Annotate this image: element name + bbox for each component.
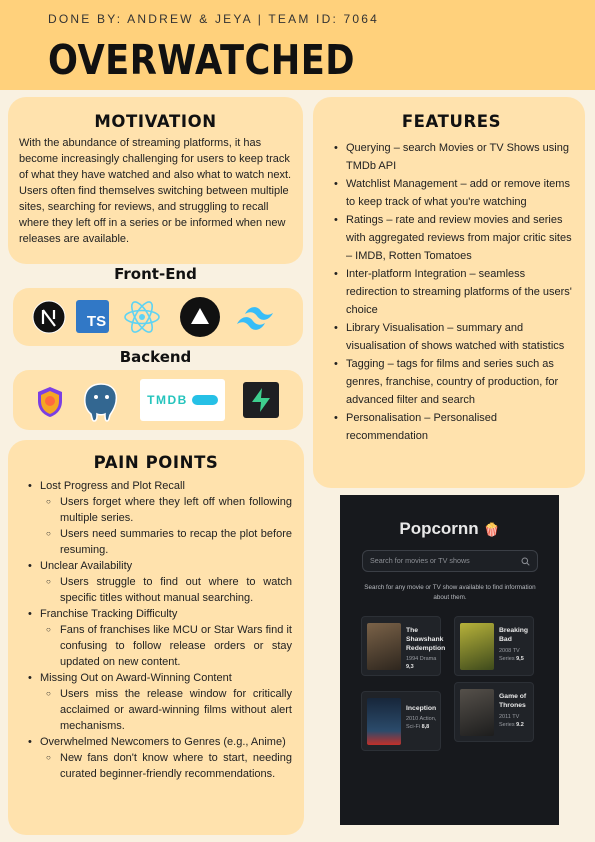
result-kind: TV Series (499, 648, 520, 662)
supabase-icon (243, 382, 279, 418)
list-item: • Watchlist Management – add or remove items to keep track of what you're watching (328, 175, 575, 211)
sub-list-item: ○ Users need summaries to recap the plot before resuming. (40, 526, 292, 558)
result-kind: Action, Sci-Fi (406, 716, 437, 730)
page-title: OVERWATCHED (48, 36, 355, 84)
list-item: • Tagging – tags for films and series such as genres, franchise, country of production, for advanced filter and search (328, 355, 575, 409)
list-item (20, 670, 292, 734)
pain-point-label: Franchise Tracking Difficulty (40, 608, 178, 620)
poster-image (367, 698, 401, 745)
pain-point-label: Unclear Availability (40, 560, 133, 572)
list-item (20, 558, 292, 606)
pain-points-card (8, 440, 304, 835)
result-card[interactable] (361, 616, 446, 676)
frontend-label: Front-End (114, 265, 197, 283)
sub-list-item: ○ New fans don't know where to start, needing curated beginner-friendly recommendations. (40, 750, 292, 782)
backend-label: Backend (119, 348, 192, 366)
motivation-text: With the abundance of streaming platforms, it has become increasingly challenging for users to keep track of what they have watched and also what to watch next. Users often find themselves switching between multiple sites, searching for reviews, and struggling to recall where they left off in a series or be informed when new releases are available. (19, 137, 292, 245)
search-placeholder: Search for movies or TV shows (370, 556, 470, 565)
backend-logo-row (13, 370, 303, 430)
result-meta (406, 655, 442, 671)
result-card[interactable] (454, 682, 534, 742)
popcorn-icon: 🍿 (483, 522, 500, 537)
result-title: Breaking Bad (499, 627, 529, 643)
search-hint: Search for any movie or TV show available to find information about them. (364, 584, 536, 601)
app-screenshot (340, 495, 559, 825)
nextjs-icon (32, 300, 66, 334)
frontend-logo-row (13, 288, 303, 346)
search-icon[interactable] (521, 557, 530, 566)
list-item (20, 478, 292, 558)
result-score: 9,3 (406, 664, 414, 670)
app-title (340, 519, 559, 539)
result-score: 8,8 (421, 724, 430, 730)
result-year: 2010 (406, 716, 419, 722)
result-score: 9.2 (516, 722, 524, 728)
features-heading: FEATURES (401, 112, 502, 131)
sub-list-item: ○ Fans of franchises like MCU or Star Wars find it confusing to follow release orders or stay updated on new content. (40, 622, 292, 670)
result-title: Inception (406, 705, 437, 712)
result-meta (499, 647, 535, 663)
list-item: • Personalisation – Personalised recommendation (328, 409, 575, 445)
typescript-icon (76, 300, 109, 333)
tailwind-icon (231, 302, 285, 334)
search-input[interactable] (362, 550, 538, 572)
security-shield-icon (35, 385, 65, 419)
team-byline: DONE BY: ANDREW & JEYA | TEAM ID: 7064 (48, 12, 380, 26)
result-title: The Shawshank Redemption (406, 627, 446, 652)
features-list (328, 139, 575, 445)
app-title-text: Popcornn (399, 519, 479, 538)
result-card[interactable] (454, 616, 534, 676)
list-item: • Inter-platform Integration – seamless redirection to streaming platforms of the users' choice (328, 265, 575, 319)
result-year: 2011 (499, 714, 511, 720)
result-year: 1994 (406, 656, 419, 662)
result-year: 2008 (499, 648, 512, 654)
list-item (20, 734, 292, 782)
features-card (313, 97, 585, 488)
sub-list-item: ○ Users struggle to find out where to watch specific titles without manual searching. (40, 574, 292, 606)
result-score: 9,5 (516, 656, 524, 662)
pain-points-list (20, 478, 292, 782)
result-kind: TV Series (499, 714, 520, 728)
header-banner (0, 0, 595, 90)
pain-points-heading: PAIN POINTS (93, 453, 219, 472)
tmdb-text: TMDB (147, 393, 188, 407)
tmdb-logo (140, 379, 225, 421)
poster-image (460, 689, 494, 736)
pain-point-label: Overwhelmed Newcomers to Genres (e.g., Anime) (40, 736, 286, 748)
vercel-icon (179, 296, 221, 338)
result-title: Game of Thrones (499, 693, 527, 709)
result-meta (406, 715, 442, 731)
list-item (20, 606, 292, 670)
result-meta (499, 713, 535, 729)
result-card[interactable] (361, 691, 441, 751)
pain-point-label: Missing Out on Award-Winning Content (40, 672, 232, 684)
list-item: • Library Visualisation – summary and visualisation of shows watched with statistics (328, 319, 575, 355)
list-item: • Ratings – rate and review movies and series with aggregated reviews from major critic sites – IMDB, Rotten Tomatoes (328, 211, 575, 265)
list-item: • Querying – search Movies or TV Shows using TMDb API (328, 139, 575, 175)
result-kind: Drama (419, 656, 437, 662)
poster-image (367, 623, 401, 670)
motivation-card (8, 97, 303, 264)
typescript-text: TS (86, 313, 107, 330)
poster-image (460, 623, 494, 670)
sub-list-item: ○ Users miss the release window for critically acclaimed or award-winning films without alert mechanisms. (40, 686, 292, 734)
sub-list-item: ○ Users forget where they left off when following multiple series. (40, 494, 292, 526)
postgresql-icon (79, 380, 123, 424)
pain-point-label: Lost Progress and Plot Recall (40, 480, 185, 492)
react-icon (122, 298, 162, 336)
motivation-heading: MOTIVATION (94, 112, 217, 131)
